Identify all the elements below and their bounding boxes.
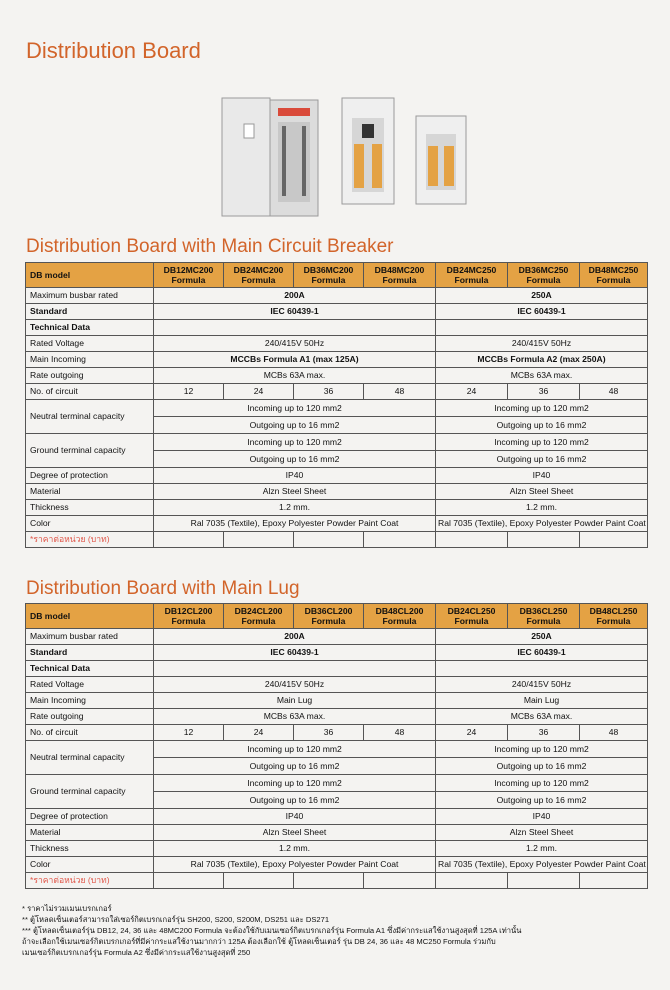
cell: Incoming up to 120 mm2	[154, 741, 436, 758]
row-label: Maximum busbar rated	[26, 288, 154, 304]
cell: IEC 60439-1	[154, 645, 436, 661]
header-row	[26, 604, 648, 629]
cell: Incoming up to 120 mm2	[436, 434, 648, 451]
cell: Outgoing up to 16 mm2	[436, 451, 648, 468]
model-header: DB24MC250 Formula	[436, 263, 508, 288]
cell	[580, 873, 648, 889]
cell: Ral 7035 (Textile), Epoxy Polyester Powder Paint Coat	[154, 516, 436, 532]
distribution-board-photo	[220, 94, 470, 224]
cell: 240/415V 50Hz	[154, 677, 436, 693]
row-label: Thickness	[26, 500, 154, 516]
cell: IP40	[436, 809, 648, 825]
cell: 200A	[154, 288, 436, 304]
table-row	[26, 741, 648, 758]
cell: Outgoing up to 16 mm2	[154, 758, 436, 775]
table-row	[26, 825, 648, 841]
table-row	[26, 352, 648, 368]
model-header: DB36MC250 Formula	[508, 263, 580, 288]
model-header: DB48MC200 Formula	[364, 263, 436, 288]
cell	[224, 532, 294, 548]
table-row	[26, 468, 648, 484]
cell: 240/415V 50Hz	[436, 677, 648, 693]
cell: Alzn Steel Sheet	[436, 484, 648, 500]
table-row	[26, 434, 648, 451]
cell	[508, 532, 580, 548]
cell: Alzn Steel Sheet	[436, 825, 648, 841]
price-label: *ราคาต่อหน่วย (บาท)	[26, 532, 154, 548]
table-row	[26, 484, 648, 500]
cell	[154, 320, 436, 336]
table-row	[26, 857, 648, 873]
cell: 36	[294, 384, 364, 400]
table-row	[26, 532, 648, 548]
cell: Ral 7035 (Textile), Epoxy Polyester Powder Paint Coat	[436, 516, 648, 532]
row-label: Degree of protection	[26, 468, 154, 484]
cell	[154, 873, 224, 889]
model-header: DB48CL200 Formula	[364, 604, 436, 629]
cell	[294, 532, 364, 548]
cell: 48	[580, 725, 648, 741]
cell: 250A	[436, 288, 648, 304]
row-label: Main Incoming	[26, 693, 154, 709]
table-row	[26, 400, 648, 417]
cell: Incoming up to 120 mm2	[154, 400, 436, 417]
table-row	[26, 500, 648, 516]
cell: MCBs 63A max.	[436, 368, 648, 384]
table-row	[26, 809, 648, 825]
cell: Incoming up to 120 mm2	[154, 775, 436, 792]
table-row	[26, 841, 648, 857]
cell: Outgoing up to 16 mm2	[154, 451, 436, 468]
cell: Alzn Steel Sheet	[154, 825, 436, 841]
row-label: Degree of protection	[26, 809, 154, 825]
cell	[580, 532, 648, 548]
table-row	[26, 873, 648, 889]
cell: 12	[154, 384, 224, 400]
cell: 200A	[154, 629, 436, 645]
cell: MCBs 63A max.	[154, 368, 436, 384]
cell: Incoming up to 120 mm2	[436, 775, 648, 792]
cell: Main Lug	[436, 693, 648, 709]
table-row	[26, 725, 648, 741]
row-label: Maximum busbar rated	[26, 629, 154, 645]
table-row	[26, 629, 648, 645]
cell: Outgoing up to 16 mm2	[154, 417, 436, 434]
cell	[154, 532, 224, 548]
cell: 24	[224, 725, 294, 741]
model-header: DB24CL200 Formula	[224, 604, 294, 629]
table-row	[26, 516, 648, 532]
cell: 48	[580, 384, 648, 400]
row-label: Main Incoming	[26, 352, 154, 368]
row-label: Neutral terminal capacity	[26, 741, 154, 775]
cell: 24	[224, 384, 294, 400]
cell: MCCBs Formula A2 (max 250A)	[436, 352, 648, 368]
cell	[436, 320, 648, 336]
row-label: Rated Voltage	[26, 336, 154, 352]
cell	[154, 661, 436, 677]
row-label: Color	[26, 516, 154, 532]
cell	[436, 873, 508, 889]
section-title-main-lug: Distribution Board with Main Lug	[26, 578, 300, 599]
row-label: Neutral terminal capacity	[26, 400, 154, 434]
table-row	[26, 288, 648, 304]
cell: Outgoing up to 16 mm2	[436, 792, 648, 809]
cell	[294, 873, 364, 889]
cell	[508, 873, 580, 889]
cell: Incoming up to 120 mm2	[436, 741, 648, 758]
table-row	[26, 368, 648, 384]
page-title: Distribution Board	[26, 38, 201, 63]
row-label: Technical Data	[26, 661, 154, 677]
model-header: DB24MC200 Formula	[224, 263, 294, 288]
model-header: DB24CL250 Formula	[436, 604, 508, 629]
footnote: ถ้าจะเลือกใช้เมนเซอร์กิตเบรกเกอร์ที่มีค่ากระแสใช้งานมากกว่า 125A ต้องเลือกใช้ ตู้โหลดเซ็นเตอร์ รุ่น DB 24, 36 และ 48 MC250 Formula ร่วมกับ	[22, 937, 496, 946]
cell: 24	[436, 384, 508, 400]
header-row	[26, 263, 648, 288]
footnote: * ราคาไม่รวมเมนเบรกเกอร์	[22, 904, 112, 913]
table-row	[26, 693, 648, 709]
footnote: เมนเซอร์กิตเบรกเกอร์รุ่น Formula A2 ซึ่งมีค่ากระแสใช้งานสูงสุดที่ 250	[22, 948, 251, 957]
cell: IP40	[154, 468, 436, 484]
cell: IP40	[154, 809, 436, 825]
cell: Ral 7035 (Textile), Epoxy Polyester Powder Paint Coat	[436, 857, 648, 873]
cell: Alzn Steel Sheet	[154, 484, 436, 500]
table-row	[26, 677, 648, 693]
cell: 24	[436, 725, 508, 741]
table-row	[26, 775, 648, 792]
cell: 12	[154, 725, 224, 741]
header-label: DB model	[26, 604, 154, 629]
row-label: Rated Voltage	[26, 677, 154, 693]
model-header: DB36CL200 Formula	[294, 604, 364, 629]
cell	[436, 661, 648, 677]
cell: Main Lug	[154, 693, 436, 709]
table-row	[26, 661, 648, 677]
spec-table-main-breaker	[25, 262, 648, 548]
table-row	[26, 336, 648, 352]
cell: Outgoing up to 16 mm2	[154, 792, 436, 809]
header-label: DB model	[26, 263, 154, 288]
price-label: *ราคาต่อหน่วย (บาท)	[26, 873, 154, 889]
cell: IEC 60439-1	[436, 304, 648, 320]
cell: IEC 60439-1	[154, 304, 436, 320]
cell: IEC 60439-1	[436, 645, 648, 661]
row-label: Color	[26, 857, 154, 873]
cell: Outgoing up to 16 mm2	[436, 758, 648, 775]
cell: 1.2 mm.	[154, 841, 436, 857]
table-row	[26, 320, 648, 336]
model-header: DB12MC200 Formula	[154, 263, 224, 288]
cell: MCBs 63A max.	[154, 709, 436, 725]
cell: Ral 7035 (Textile), Epoxy Polyester Powder Paint Coat	[154, 857, 436, 873]
footnote: ** ตู้โหลดเซ็นเตอร์สามารถใส่เซอร์กิตเบรกเกอร์รุ่น SH200, S200, S200M, DS251 และ DS271	[22, 915, 330, 924]
row-label: Rate outgoing	[26, 368, 154, 384]
row-label: Material	[26, 484, 154, 500]
cell: 36	[294, 725, 364, 741]
cell: 1.2 mm.	[436, 841, 648, 857]
row-label: Rate outgoing	[26, 709, 154, 725]
cell: Incoming up to 120 mm2	[436, 400, 648, 417]
row-label: Ground terminal capacity	[26, 775, 154, 809]
cell: MCCBs Formula A1 (max 125A)	[154, 352, 436, 368]
cell	[364, 532, 436, 548]
row-label: Thickness	[26, 841, 154, 857]
cell: 48	[364, 725, 436, 741]
model-header: DB48MC250 Formula	[580, 263, 648, 288]
cell: 250A	[436, 629, 648, 645]
cell: 48	[364, 384, 436, 400]
cell: 240/415V 50Hz	[436, 336, 648, 352]
cell: 36	[508, 725, 580, 741]
cell: 36	[508, 384, 580, 400]
table-row	[26, 709, 648, 725]
row-label: Material	[26, 825, 154, 841]
cell: MCBs 63A max.	[436, 709, 648, 725]
cell: Outgoing up to 16 mm2	[436, 417, 648, 434]
row-label: No. of circuit	[26, 725, 154, 741]
row-label: Technical Data	[26, 320, 154, 336]
table-row	[26, 645, 648, 661]
cell	[436, 532, 508, 548]
model-header: DB12CL200 Formula	[154, 604, 224, 629]
cell: IP40	[436, 468, 648, 484]
cell: Incoming up to 120 mm2	[154, 434, 436, 451]
model-header: DB36MC200 Formula	[294, 263, 364, 288]
cell: 1.2 mm.	[154, 500, 436, 516]
row-label: Standard	[26, 645, 154, 661]
row-label: No. of circuit	[26, 384, 154, 400]
row-label: Ground terminal capacity	[26, 434, 154, 468]
section-title-main-breaker: Distribution Board with Main Circuit Breaker	[26, 236, 394, 257]
footnote: *** ตู้โหลดเซ็นเตอร์รุ่น DB12, 24, 36 และ 48MC200 Formula จะต้องใช้กับเมนเซอร์กิตเบรกเกอร์รุ่น Formula A1 ซึ่งมีค่ากระแสใช้งานสูงสุดที่ 125A เท่านั้น	[22, 926, 522, 935]
table-row	[26, 304, 648, 320]
cell: 1.2 mm.	[436, 500, 648, 516]
cell	[364, 873, 436, 889]
spec-table-main-lug	[25, 603, 648, 889]
cell: 240/415V 50Hz	[154, 336, 436, 352]
model-header: DB48CL250 Formula	[580, 604, 648, 629]
row-label: Standard	[26, 304, 154, 320]
footnotes	[22, 903, 652, 958]
model-header: DB36CL250 Formula	[508, 604, 580, 629]
cell	[224, 873, 294, 889]
table-row	[26, 384, 648, 400]
